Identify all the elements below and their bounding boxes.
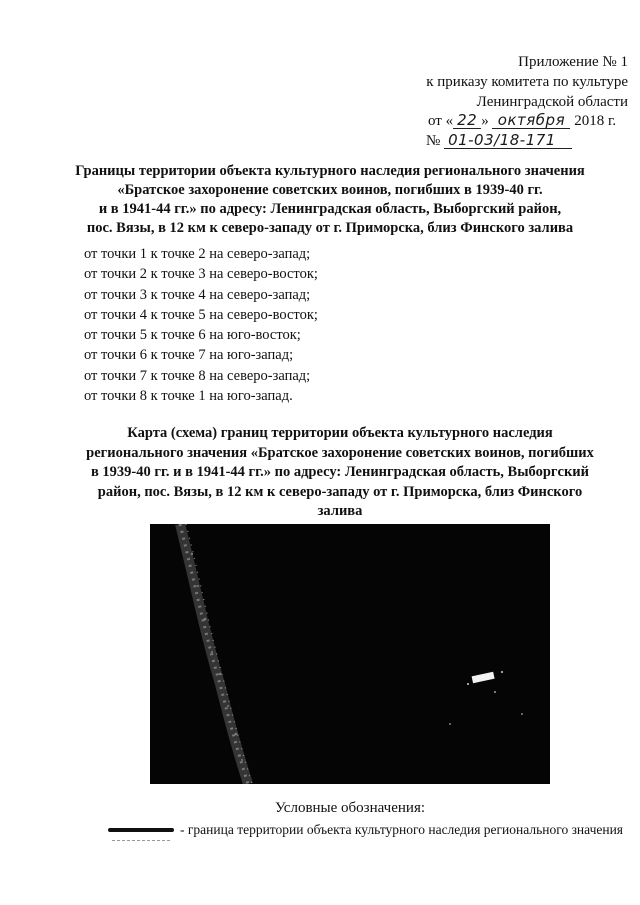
- map-graphic: [150, 524, 550, 784]
- date-month: октября: [492, 112, 570, 129]
- satellite-map-image: [150, 524, 550, 784]
- order-date: [428, 112, 616, 130]
- title-line: «Братское захоронение советских воинов, погибших в 1939-40 гг.: [117, 182, 543, 198]
- direction-item: от точки 8 к точке 1 на юго-запад.: [84, 388, 293, 405]
- legend-item: [108, 822, 623, 838]
- order-number: [426, 132, 572, 150]
- direction-item: от точки 2 к точке 3 на северо-восток;: [84, 266, 318, 283]
- direction-item: от точки 4 к точке 5 на северо-восток;: [84, 306, 318, 323]
- appendix-label: Приложение № 1: [518, 54, 628, 70]
- title-line: пос. Вязы, в 12 км к северо-западу от г. Приморска, близ Финского залива: [86, 220, 574, 236]
- legend-title: Условные обозначения:: [274, 800, 426, 816]
- caption-line: в 1939-40 гг. и в 1941-44 гг.» по адресу: Ленинградская область, Выборгский: [90, 464, 590, 480]
- caption-line: район, пос. Вязы, в 12 км к северо-западу от г. Приморска, близ Финского: [97, 483, 583, 500]
- map-caption: [70, 424, 610, 522]
- number-value: 01-03/18-171: [444, 132, 572, 149]
- date-year: 2018 г.: [574, 113, 617, 129]
- title-line: Границы территории объекта культурного наследия регионального значения: [75, 163, 585, 179]
- direction-item: от точки 1 к точке 2 на северо-запад;: [84, 246, 311, 262]
- legend-underline: [112, 840, 170, 842]
- order-line-2: Ленинградской области: [476, 94, 628, 110]
- title-line: и в 1941-44 гг.» по адресу: Ленинградская область, Выборгский район,: [98, 201, 562, 217]
- date-day: 22: [453, 112, 481, 129]
- document-title: [40, 162, 620, 238]
- caption-line: залива: [317, 503, 363, 519]
- order-line-1: к приказу комитета по культуре: [426, 74, 628, 90]
- direction-item: от точки 3 к точке 4 на северо-запад;: [84, 286, 311, 303]
- appendix-header: [298, 52, 628, 112]
- direction-item: от точки 5 к точке 6 на юго-восток;: [84, 327, 301, 344]
- date-mid: »: [481, 113, 489, 129]
- boundary-directions: [84, 244, 318, 406]
- legend-item-label: - граница территории объекта культурного наследия регионального значения: [180, 822, 624, 837]
- direction-item: от точки 6 к точке 7 на юго-запад;: [84, 347, 294, 364]
- caption-line: Карта (схема) границ территории объекта культурного наследия: [127, 425, 553, 441]
- number-prefix: №: [426, 133, 441, 149]
- date-prefix: от «: [428, 113, 454, 129]
- direction-item: от точки 7 к точке 8 на северо-запад;: [84, 367, 311, 384]
- caption-line: регионального значения «Братское захоронение советских воинов, погибших: [86, 444, 594, 461]
- boundary-line-symbol: [108, 828, 174, 832]
